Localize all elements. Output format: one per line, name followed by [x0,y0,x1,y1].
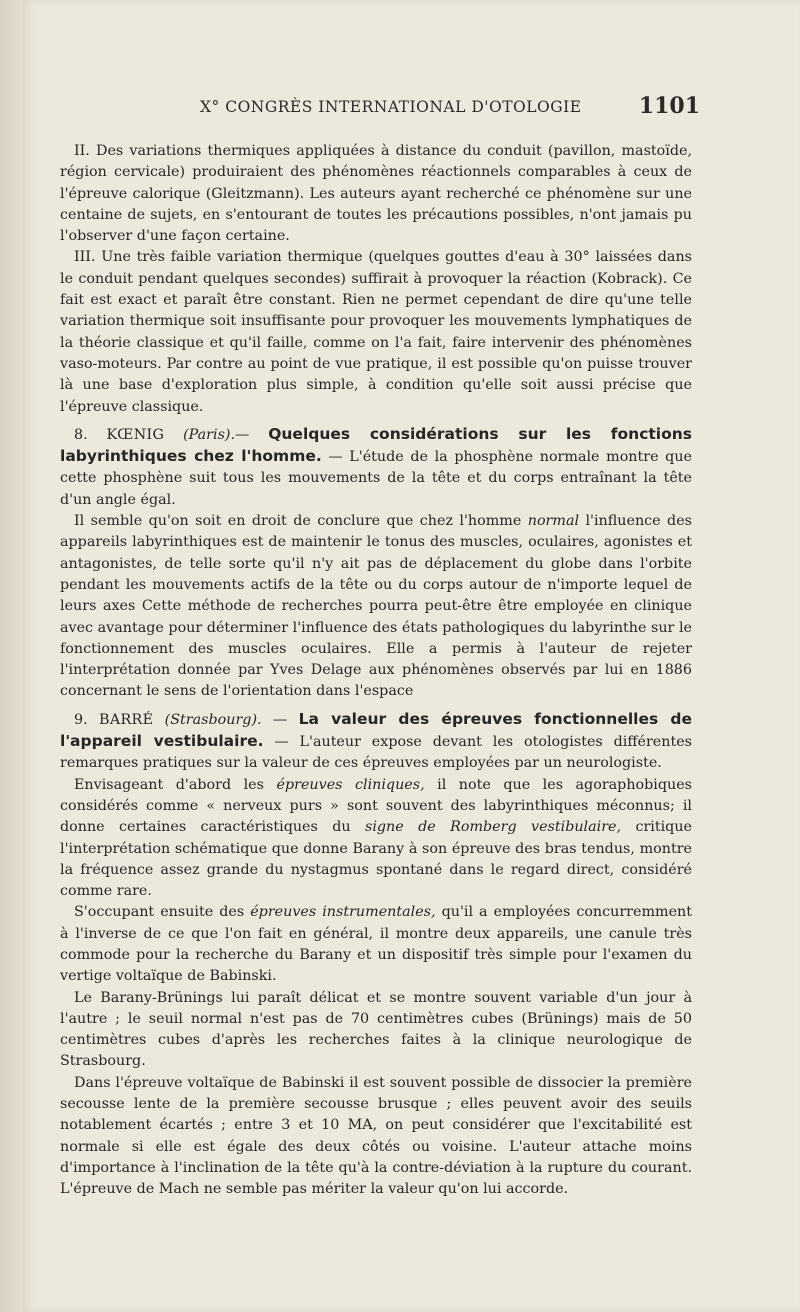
entry-9-heading-paragraph [60,709,692,775]
entry-9-paragraph-4: Le Barany-Brünings lui paraît délicat et se montre souvent variable d'un jour à l'autre ; le seuil normal n'est pas de 70 centimètres cubes (Brünings) mais de 50 centimètres cubes d'après les recherches faites à la clinique neurologique de Strasbourg. [60,989,692,1070]
entry-8-p2-a: Il semble qu'on soit en droit de conclure que chez l'homme [74,513,522,530]
entry-8-dash: — [235,426,250,443]
entry-8-p2-b: l'influence des appareils labyrinthiques est de maintenir le tonus des muscles, oculaires, agonistes et antagonistes, de telle sorte qu'il n'y ait pas de déplacement du globe dans l'orbite pendant les mouvements actifs de la tête ou du corps autour de n'importe lequel de leurs axes Cette méthode de recherches pourra peut-être être employée en clinique avec avantage pour déterminer l'influence des états pathologiques du labyrinthe sur le fonctionnement des muscles oculaires. Elle a permis à l'auteur de rejeter l'interprétation donnée par Yves Delage aux phénomènes observés par lui en 1886 concernant le sens de l'orientation dans l'espace [60,513,692,700]
page-body [60,141,692,1201]
entry-9-number: 9. [74,711,88,728]
entry-9-p3-a: S'occupant ensuite des [74,904,245,921]
entry-9-paragraph-3 [60,902,692,987]
entry-8-paragraph-2 [60,511,692,703]
entry-9-p2-c: critique l'interprétation schématique que donne Barany à son épreuve des bras tendus, montre la fréquence assez grande du nystagmus spontané dans le regard direct, considéré comme rare. [60,819,693,900]
paragraph-section-iii: III. Une très faible variation thermique (quelques gouttes d'eau à 30° laissées dans le conduit pendant quelques secondes) suffirait à provoquer la réaction (Kobrack). Ce fait est exact et paraît être constant. Rien ne permet cependant de dire qu'une telle variation thermique soit insuffisante pour provoquer les mouvements lymphatiques de la théorie classique et qu'il faille, comme on l'a fait, faire intervenir des phénomènes vaso-moteurs. Par contre au point de vue pratique, il est possible qu'on puisse trouver là une base d'exploration plus simple, à condition qu'elle soit aussi précise que l'épreuve classique. [60,249,692,415]
entry-9-paragraph-2 [60,775,692,903]
entry-8-intro: — L'étude de la phosphène normale montre que cette phosphène suit tous les mouvements de la tête et du corps entraînant la tête d'un angle égal. [60,449,692,508]
entry-9-p2-b: il note que les agoraphobiques considérés comme « nerveux purs » sont souvent des labyrinthiques méconnus; il donne certaines caractéristiques du [60,776,693,836]
entry-8-author: KŒNIG [106,426,165,443]
entry-9-p2-emphasis-1: épreuves cliniques, [276,776,425,793]
page-number: 1101 [638,93,700,119]
entry-9-p3-b: qu'il a employées concurremment à l'inverse de ce que l'on fait en général, il montre deux appareils, une canule très commode pour la recherche du Barany et un dispositif très simple pour l'examen du vertige voltaïque de Babinski. [60,904,693,985]
entry-9-title: La valeur des épreuves fonctionnelles de l'appareil vestibulaire. [60,709,693,751]
entry-8-city: (Paris). [183,426,236,443]
paragraph-section-ii: II. Des variations thermiques appliquées à distance du conduit (pavillon, mastoïde, région cervicale) produiraient des phénomènes réactionnels comparables à ceux de l'épreuve calorique (Gleitzmann). Les auteurs ayant recherché ce phénomène sur une centaine de sujets, en s'entourant de toutes les précautions possibles, n'ont jamais pu l'observer d'une façon certaine. [60,143,692,245]
entry-8-number: 8. [74,426,88,443]
entry-9-p2-emphasis-2: signe de Romberg vestibulaire, [365,819,622,836]
entry-8-p2-emphasis: normal [527,513,580,530]
page-header [200,93,700,125]
entry-8-heading-paragraph [60,424,692,511]
scan-margin [0,0,22,1312]
running-head: X° CONGRÈS INTERNATIONAL D'OTOLOGIE [200,98,582,116]
entry-9-city: (Strasbourg). [164,711,262,728]
entry-8-title: Quelques considérations sur les fonctions labyrinthiques chez l'homme. [60,424,693,466]
entry-9-dash: — [272,711,288,728]
entry-9-author: BARRÉ [99,711,154,728]
entry-9-paragraph-5: Dans l'épreuve voltaïque de Babinski il est souvent possible de dissocier la première secousse lente de la première secousse brusque ; elles peuvent avoir des seuils notablement écartés ; entre 3 et 10 MA, on peut considérer que l'excitabilité est normale si elle est égale des deux côtés ou voisine. L'auteur attache moins d'importance à l'inclination de la tête qu'à la contre-déviation à la rupture du courant. L'épreuve de Mach ne semble pas mériter la valeur qu'on lui accorde. [60,1074,692,1198]
entry-9-p3-emphasis: épreuves instrumentales, [250,904,436,921]
entry-9-intro: — L'auteur expose devant les otologistes différentes remarques pratiques sur la valeur de ces épreuves employées par un neurologiste. [60,734,693,772]
entry-9-p2-a: Envisageant d'abord les [74,776,264,793]
